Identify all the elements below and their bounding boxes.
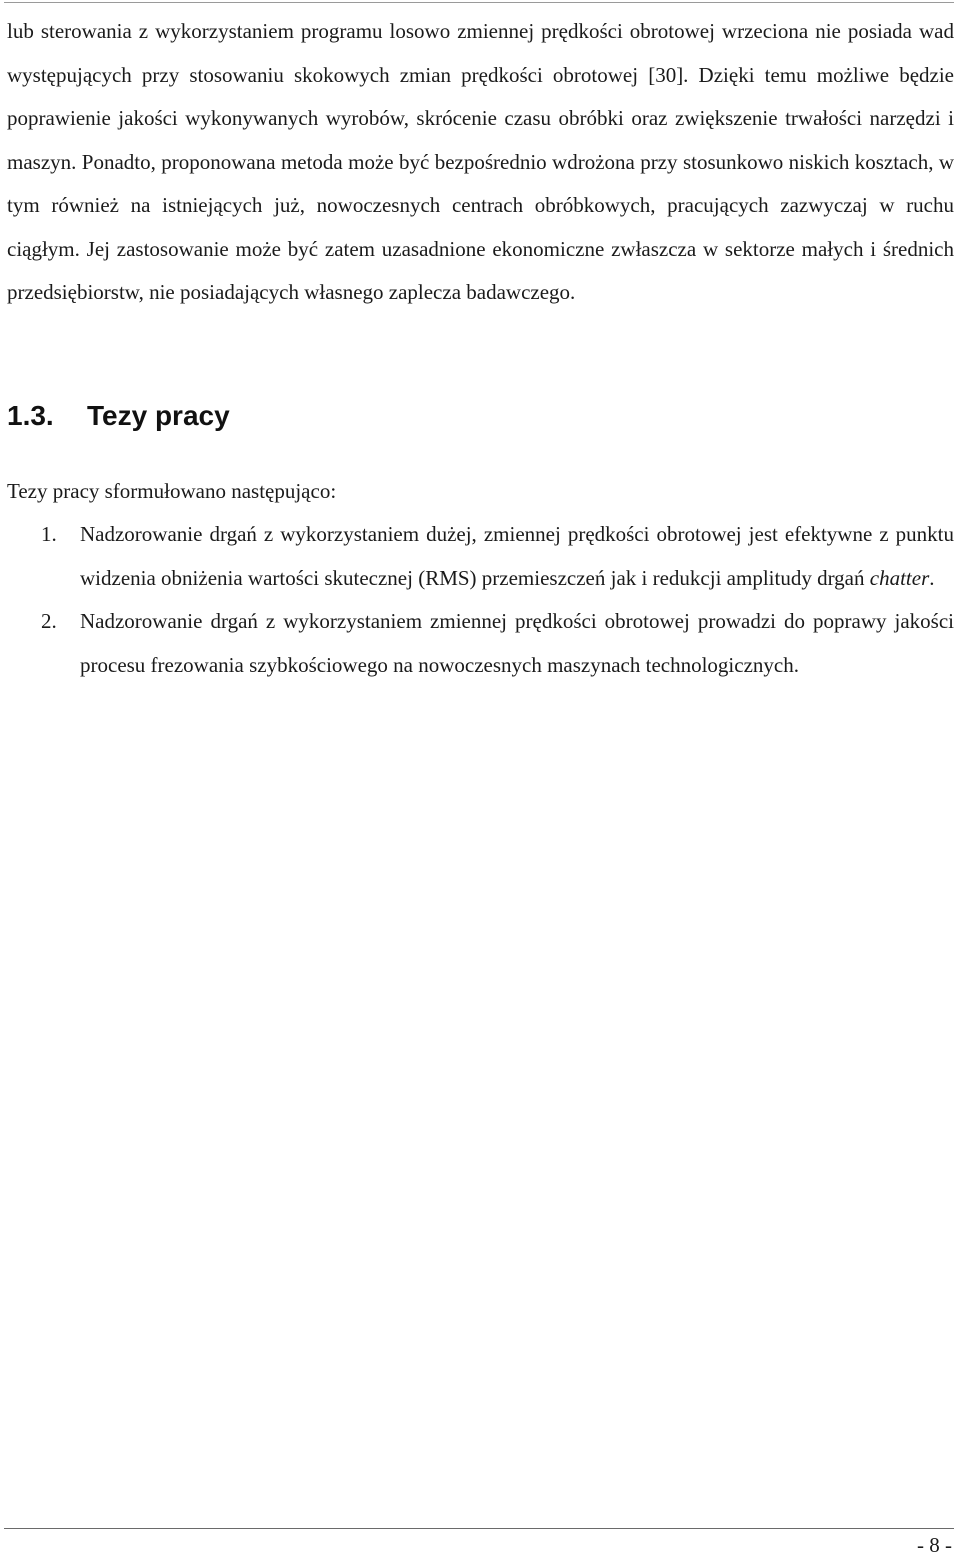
thesis-number: 1. [41,522,57,546]
thesis-end: . [929,565,935,590]
thesis-item [7,513,954,600]
theses-list [7,513,954,687]
thesis-emphasis: chatter [869,565,930,590]
thesis-number: 2. [41,609,57,633]
thesis-item [7,600,954,687]
section-title: Tezy pracy [87,400,230,431]
theses-intro: Tezy pracy sformułowano następująco: [7,479,337,503]
thesis-text: Nadzorowanie drgań z wykorzystaniem dużej, zmiennej prędkości obrotowej jest efektywne z punktu widzenia obniżenia wartości skutecznej (RMS) przemieszczeń jak i redukcji amplitudy drgań [80,522,954,590]
section-number: 1.3. [7,400,54,431]
footer-rule [4,1528,954,1529]
body-paragraph: lub sterowania z wykorzystaniem programu losowo zmiennej prędkości obrotowej wrzeciona nie posiada wad występujących przy stosowaniu skokowych zmian prędkości obrotowej [30]. Dzięki temu możliwe będzie poprawienie jakości wykonywanych wyrobów, skrócenie czasu obróbki oraz zwiększenie trwałości narzędzi i maszyn. Ponadto, proponowana metoda może być bezpośrednio wdrożona przy stosunkowo niskich kosztach, w tym również na istniejących już, nowoczesnych centrach obróbkowych, pracujących zazwyczaj w ruchu ciągłym. Jej zastosowanie może być zatem uzasadnione ekonomiczne zwłaszcza w sektorze małych i średnich przedsiębiorstw, nie posiadających własnego zaplecza badawczego. [7,19,954,304]
page-number: - 8 - [917,1533,952,1557]
header-rule [4,2,954,3]
section-heading [7,394,230,438]
thesis-text: Nadzorowanie drgań z wykorzystaniem zmiennej prędkości obrotowej prowadzi do poprawy jakości procesu frezowania szybkościowego na nowoczesnych maszynach technologicznych. [80,609,954,677]
